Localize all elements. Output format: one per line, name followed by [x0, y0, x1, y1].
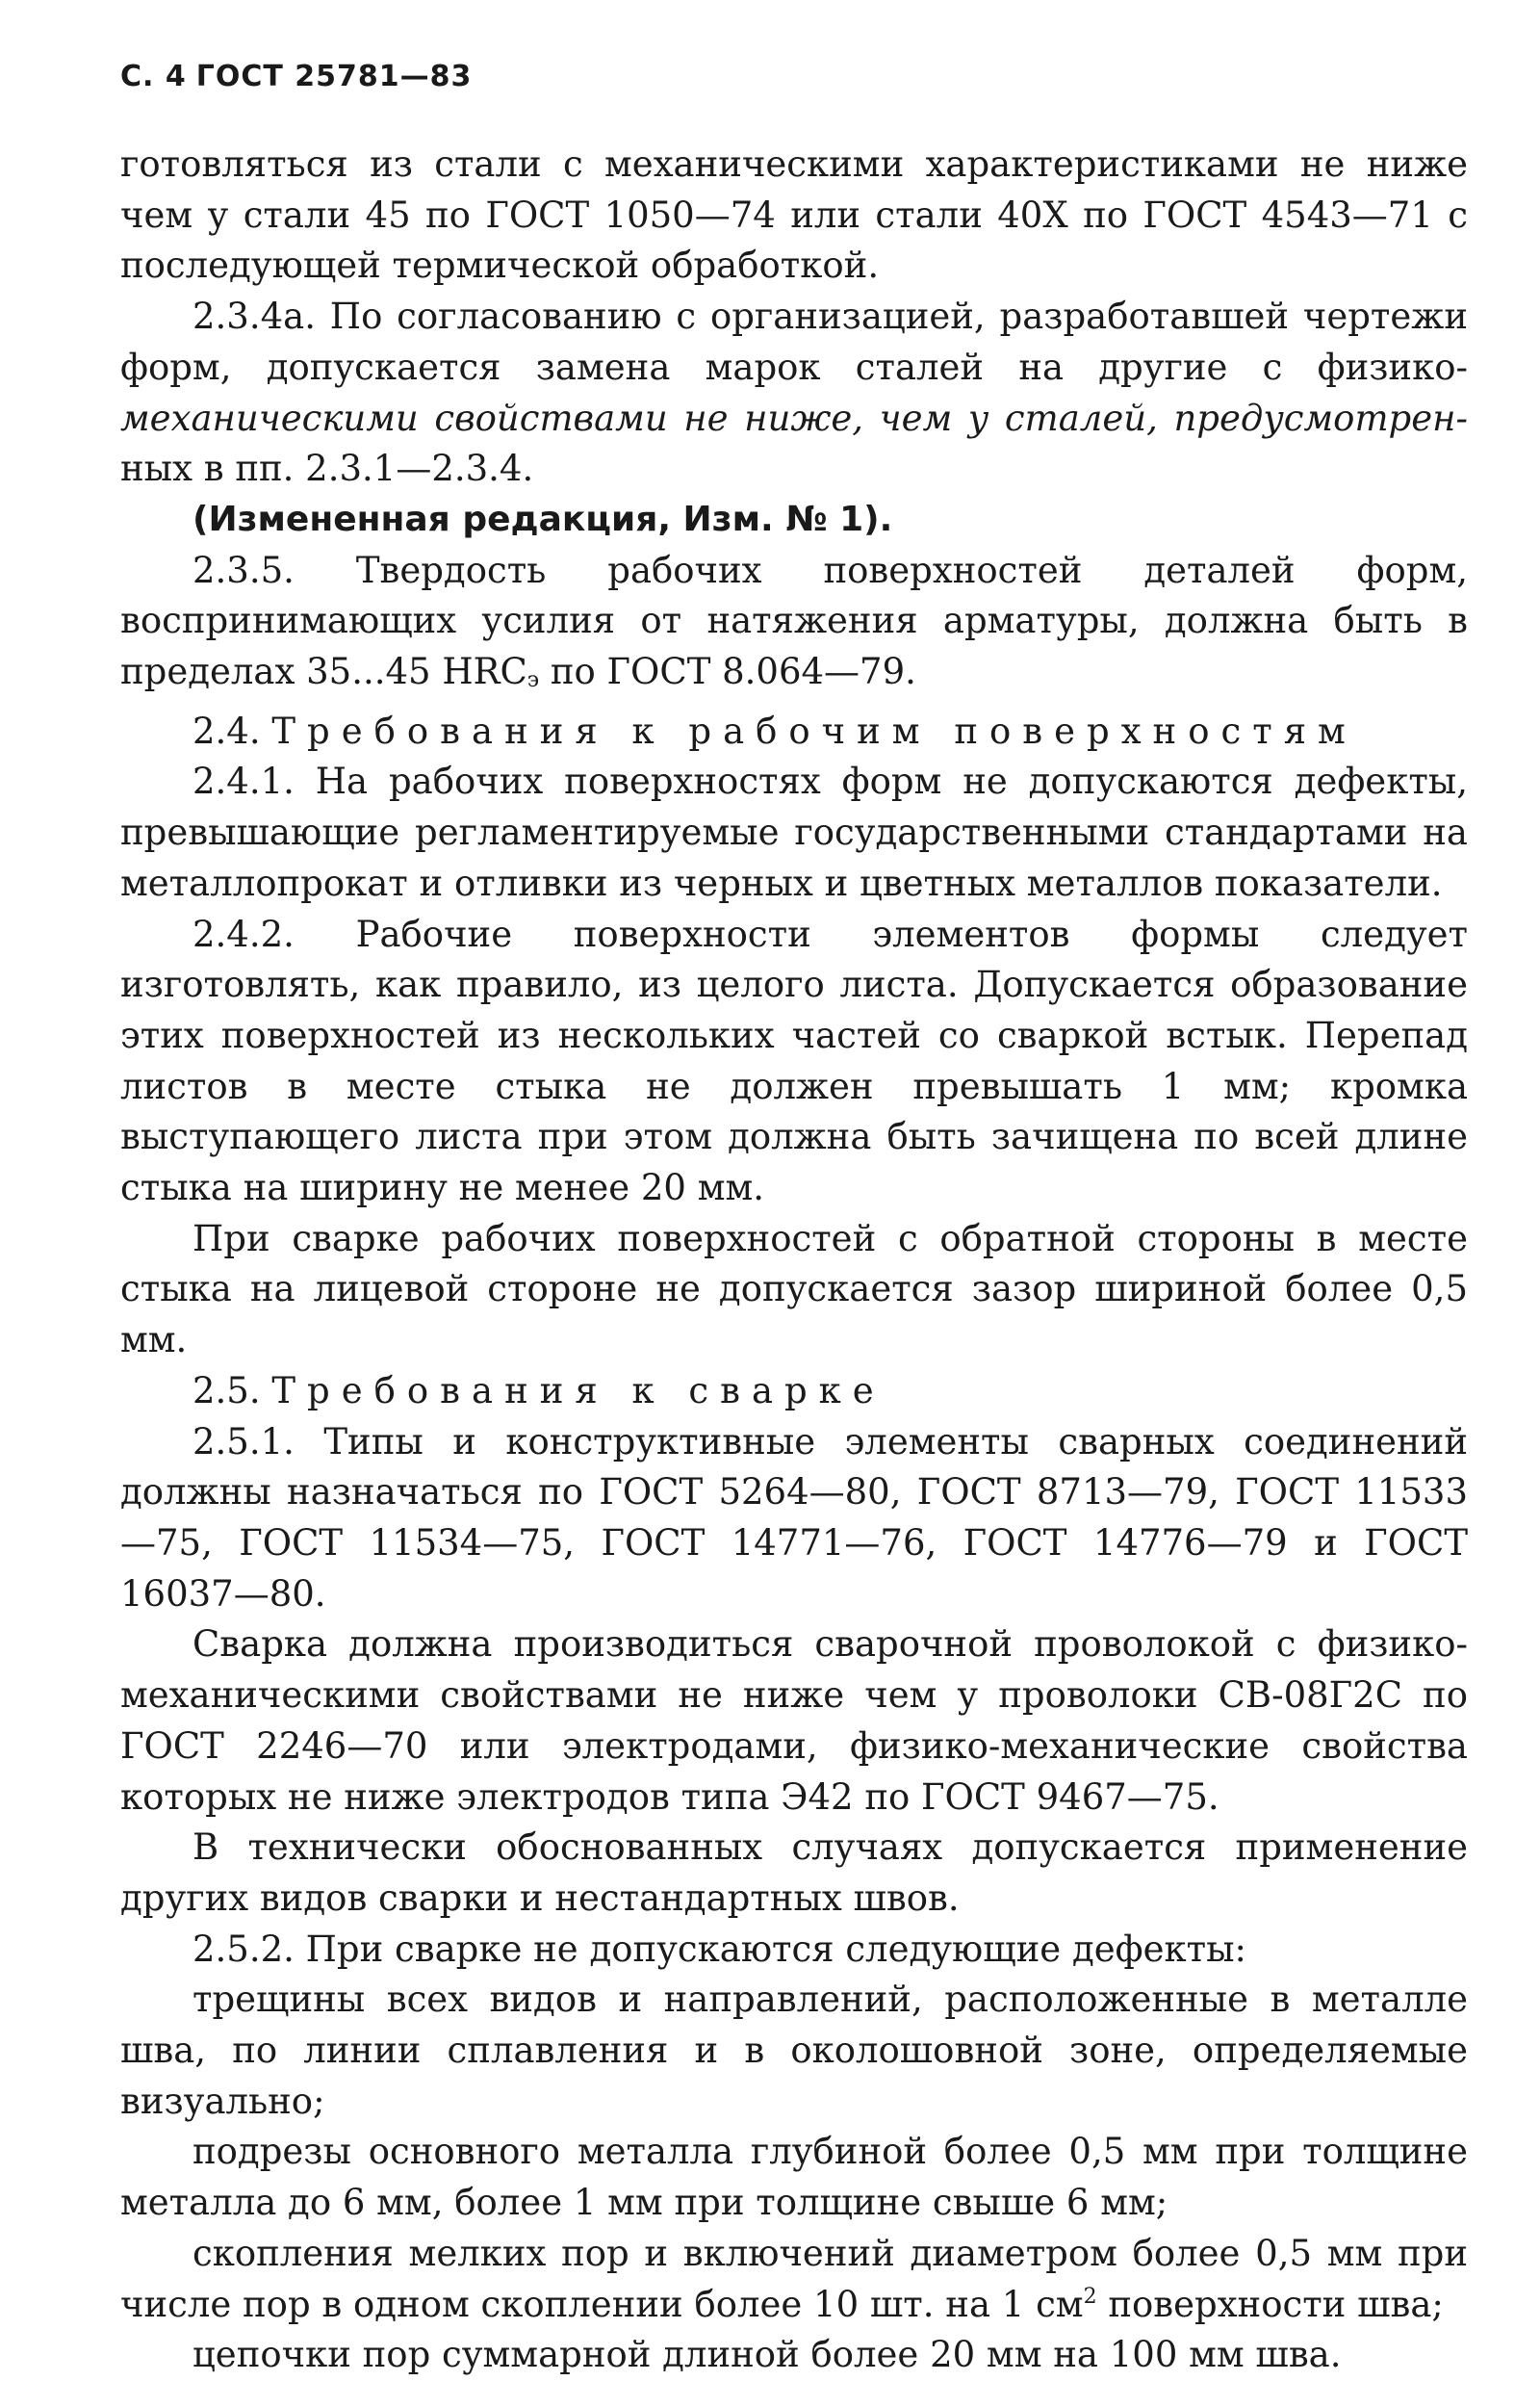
- paragraph-2-4-2: 2.4.2. Рабочие поверхности элементов формы следует изготовлять, как правило, из целого листа. Допускается образование этих поверхностей из нескольких частей со сваркой встык. Перепад листов в месте стыка не должен превышать 1 мм; кромка выступающего листа при этом должна быть зачищена по всей длине стыка на ширину не менее 20 мм.: [120, 913, 1468, 1209]
- body-text: [120, 140, 1468, 2381]
- paragraph-2-3-4a: [120, 292, 1468, 495]
- section-title: Требования к рабочим поверхностям: [271, 710, 1357, 752]
- standard-id: ГОСТ 25781—83: [195, 60, 473, 93]
- amendment-note: (Измененная редакция, Изм. № 1).: [192, 499, 893, 539]
- paragraph-continuation: готовляться из стали с механическими характеристиками не ниже чем у стали 45 по ГОСТ 1050—74 или стали 40Х по ГОСТ 4543—71 с последующей термической обработкой.: [120, 143, 1468, 287]
- section-heading-2-5: [120, 1366, 1468, 1417]
- paragraph-2-4-1: 2.4.1. На рабочих поверхностях форм не допускаются дефекты, превышающие регламентируемые государственными стандартами на металлопрокат и отливки из черных и цветных металлов показатели.: [120, 761, 1468, 904]
- text-span: по ГОСТ 8.064—79.: [539, 651, 916, 693]
- defect-item-undercuts: подрезы основного металла глубиной более 0,5 мм при толщине металла до 6 мм, более 1 мм при толщине свыше 6 мм;: [120, 2131, 1468, 2224]
- text-span: 2.3.4а. По согласованию с организацией, разработавшей чертежи форм, допускается замена марок сталей на другие с физико-: [120, 296, 1468, 388]
- text-span: скопления мелких пор и включений диаметром более 0,5 мм при числе пор в одном скоплении более 10 шт. на 1 см: [120, 2232, 1468, 2325]
- subscript: э: [526, 668, 540, 693]
- paragraph-welding-wire: Сварка должна производиться сварочной проволокой с физико-механическими свойствами не ниже чем у проволоки СВ-08Г2С по ГОСТ 2246—70 или электродами, физико-механические свойства которых не ниже электродов типа Э42 по ГОСТ 9467—75.: [120, 1623, 1468, 1818]
- superscript: 2: [1083, 2284, 1097, 2309]
- defect-item-pore-chains: цепочки пор суммарной длиной более 20 мм на 100 мм шва.: [192, 2334, 1342, 2376]
- paragraph-2-3-5: [120, 546, 1468, 707]
- text-span: ных в пп. 2.3.1—2.3.4.: [120, 448, 534, 490]
- section-title: Требования к сварке: [271, 1369, 886, 1411]
- paragraph-2-5-1: 2.5.1. Типы и конструктивные элементы сварных соединений должны назначаться по ГОСТ 5264—80, ГОСТ 8713—79, ГОСТ 11533—75, ГОСТ 11534—75, ГОСТ 14771—76, ГОСТ 14776—79 и ГОСТ 16037—80.: [120, 1420, 1468, 1615]
- paragraph-2-5-2: 2.5.2. При сварке не допускаются следующие дефекты:: [192, 1928, 1246, 1970]
- paragraph-other-welding: В технически обоснованных случаях допускается применение других видов сварки и нестандартных швов.: [120, 1826, 1468, 1919]
- page-ref: С. 4: [120, 60, 187, 93]
- page-header: [120, 60, 472, 93]
- defect-item-cracks: трещины всех видов и направлений, расположенные в металле шва, по линии сплавления и в околошовной зоне, определяемые визуально;: [120, 1979, 1468, 2122]
- italic-span: механическими свойствами не ниже, чем у сталей, предусмотрен-: [120, 397, 1468, 439]
- section-number: 2.4.: [192, 710, 272, 752]
- section-heading-2-4: [120, 707, 1468, 758]
- text-span: поверхности шва;: [1096, 2283, 1444, 2325]
- paragraph-welding-gap: При сварке рабочих поверхностей с обратной стороны в месте стыка на лицевой стороне не допускается зазор шириной более 0,5 мм.: [120, 1217, 1468, 1361]
- text-span: 2.3.5. Твердость рабочих поверхностей деталей форм, воспринимающих усилия от натяжения арматуры, должна быть в пределах 35...45 HRC: [120, 549, 1468, 693]
- defect-item-pores: [120, 2229, 1468, 2330]
- section-number: 2.5.: [192, 1369, 272, 1411]
